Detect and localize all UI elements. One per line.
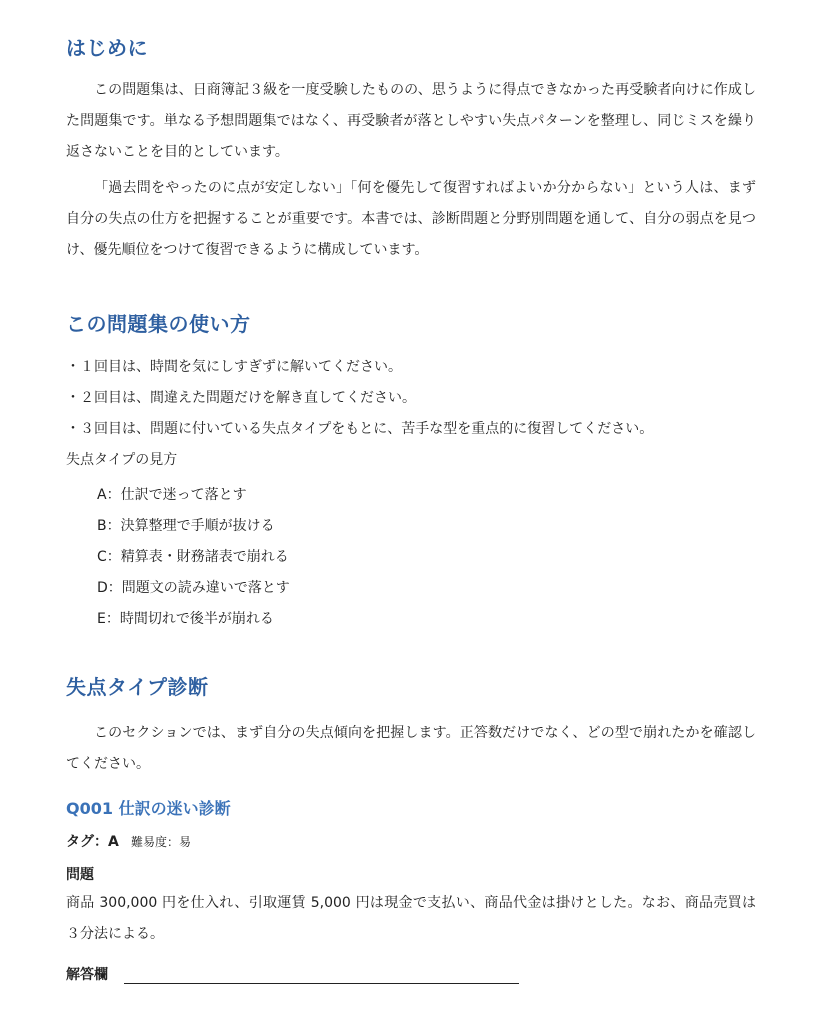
answer-row bbox=[66, 964, 756, 984]
tag-separator: ： bbox=[94, 834, 108, 850]
tag-label: タグ bbox=[66, 834, 94, 850]
usage-bullet: ・３回目は、問題に付いている失点タイプをもとに、苦手な型を重点的に復習してください。 bbox=[66, 421, 654, 437]
problem-text: 商品 300,000 円を仕入れ、引取運賃 5,000 円は現金で支払い、商品代金は掛けとした。なお、商品売買は３分法による。 bbox=[66, 895, 756, 942]
intro-paragraph-1: この問題集は、日商簿記３級を一度受験したものの、思うように得点できなかった再受験者向けに作成した問題集です。単なる予想問題集ではなく、再受験者が落としやすい失点パターンを整理し、同じミスを繰り返さないことを目的としています。 bbox=[66, 82, 756, 160]
intro-heading: はじめに bbox=[66, 36, 148, 60]
type-item-b: B：決算整理で手順が抜ける bbox=[97, 518, 275, 534]
type-item-d: D：問題文の読み違いで落とす bbox=[97, 580, 290, 596]
type-item-c: C：精算表・財務諸表で崩れる bbox=[97, 549, 289, 565]
usage-bullet-list bbox=[66, 352, 756, 445]
types-title: 失点タイプの見方 bbox=[66, 452, 178, 468]
usage-heading: この問題集の使い方 bbox=[66, 312, 251, 336]
tag-value: A bbox=[108, 834, 119, 850]
question-tag-line bbox=[66, 829, 756, 856]
intro-paragraph-2: 「過去問をやったのに点が安定しない」「何を優先して復習すればよいか分からない」という人は、まず自分の失点の仕方を把握することが重要です。本書では、診断問題と分野別問題を通して、自分の弱点を見つけ、優先順位をつけて復習できるように構成しています。 bbox=[66, 180, 756, 258]
usage-bullet: ・２回目は、間違えた問題だけを解き直してください。 bbox=[66, 390, 416, 406]
problem-label: 問題 bbox=[66, 867, 94, 883]
document-page bbox=[66, 30, 756, 984]
difficulty-label: 難易度：易 bbox=[130, 835, 191, 849]
types-list bbox=[66, 480, 756, 635]
question-title: Q001 仕訳の迷い診断 bbox=[66, 799, 231, 818]
diagnosis-heading: 失点タイプ診断 bbox=[66, 675, 209, 699]
type-item-e: E：時間切れで後半が崩れる bbox=[97, 611, 274, 627]
diagnosis-intro: このセクションでは、まず自分の失点傾向を把握します。正答数だけでなく、どの型で崩れたかを確認してください。 bbox=[66, 725, 756, 772]
type-item-a: A：仕訳で迷って落とす bbox=[97, 487, 247, 503]
usage-bullet: ・１回目は、時間を気にしすぎずに解いてください。 bbox=[66, 359, 402, 375]
answer-label: 解答欄 bbox=[66, 967, 108, 983]
answer-field[interactable] bbox=[124, 969, 519, 984]
